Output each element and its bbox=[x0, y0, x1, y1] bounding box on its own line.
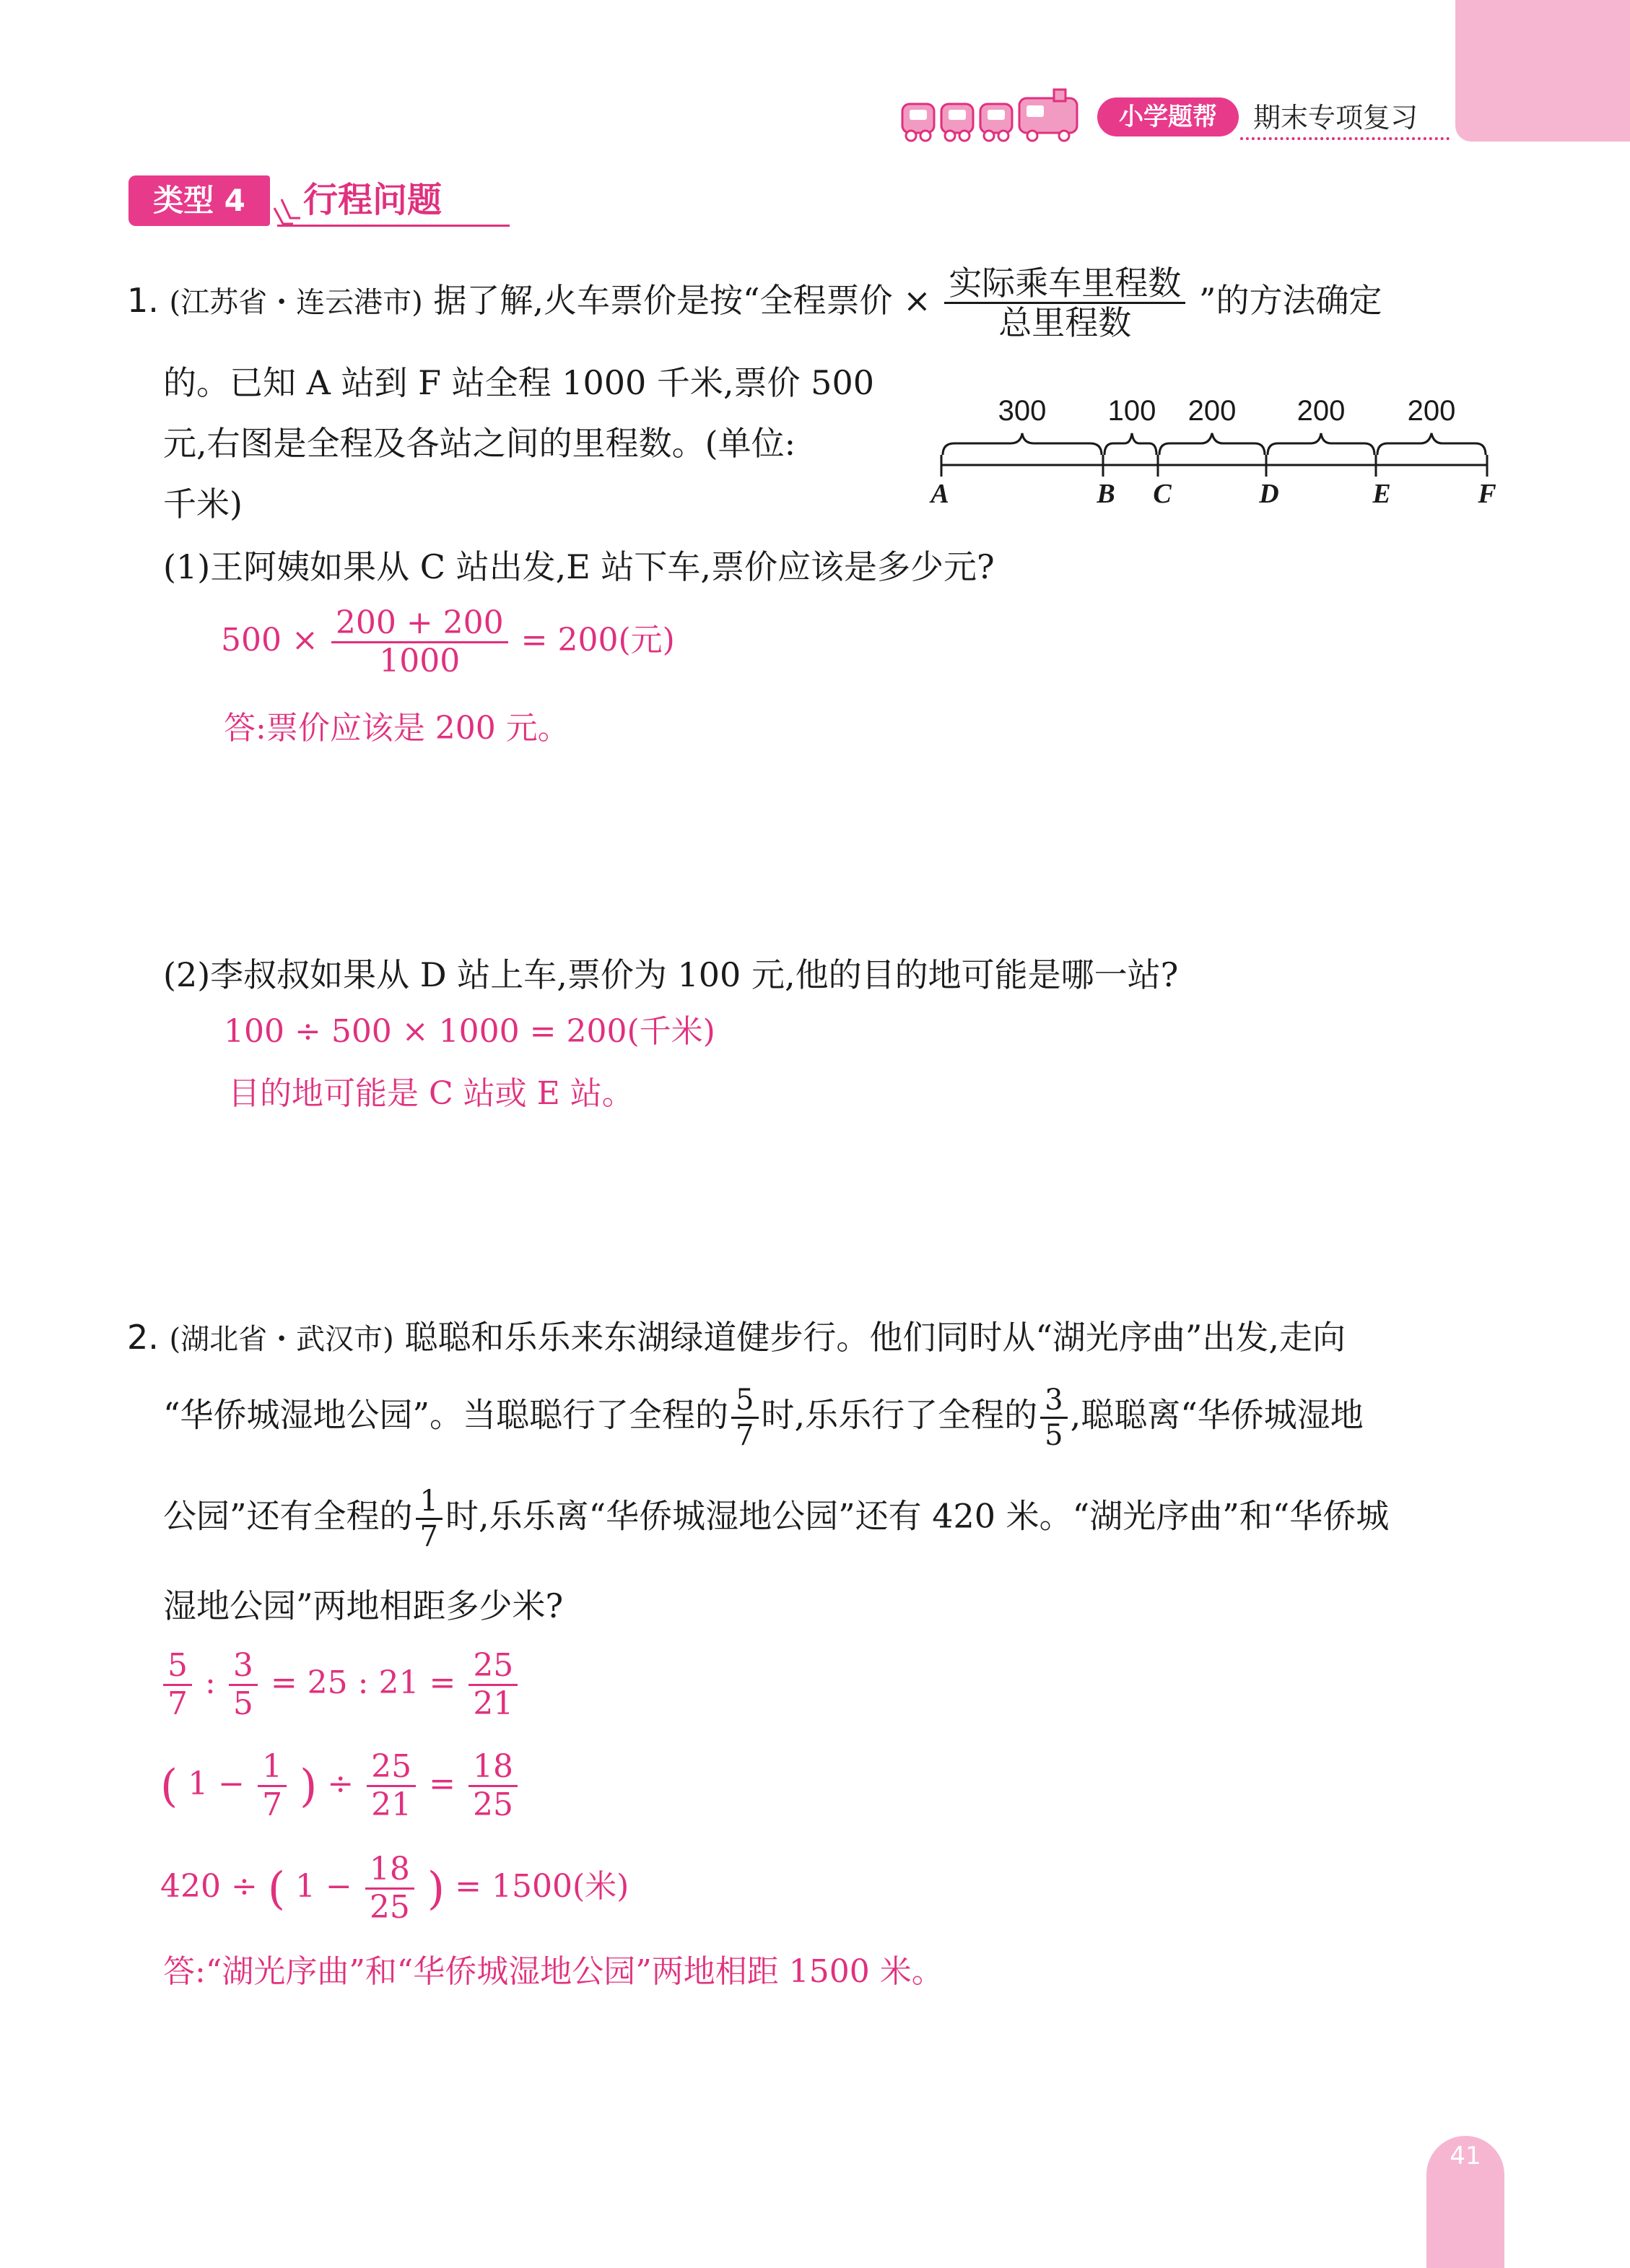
q2-line2-c: ,聪聪离“华侨城湿地 bbox=[1070, 1395, 1364, 1435]
segment-label-EF: 200 bbox=[1407, 395, 1456, 427]
q1-text-line-3: 千米) bbox=[163, 485, 243, 523]
q2-line4: 湿地公园”两地相距多少米? bbox=[163, 1586, 564, 1625]
q1-first-line bbox=[127, 266, 1382, 341]
q1-intro-b: ”的方法确定 bbox=[1198, 280, 1382, 320]
q2-step3-open-paren: ( bbox=[267, 1861, 286, 1915]
q1-text-line-2: 元,右图是全程及各站之间的里程数。(单位: bbox=[163, 424, 796, 463]
q2-step2-a-num: 1 bbox=[258, 1750, 287, 1787]
station-D: D bbox=[1259, 479, 1279, 509]
q2-step3-a-num: 18 bbox=[365, 1853, 414, 1890]
train-icon bbox=[898, 88, 1086, 146]
segment-label-CD: 200 bbox=[1187, 395, 1237, 427]
q2-fraction-5-7 bbox=[731, 1385, 758, 1451]
q1-source: (江苏省・连云港市) bbox=[169, 285, 423, 319]
q1-text-line-1: 的。已知 A 站到 F 站全程 1000 千米,票价 500 bbox=[163, 363, 874, 402]
q2-fraction-1-7-den: 7 bbox=[419, 1520, 438, 1553]
q2-step2-b-num: 25 bbox=[367, 1750, 416, 1787]
section-badge: 类型 4 bbox=[128, 175, 270, 226]
q1-part2-answer: 目的地可能是 C 站或 E 站。 bbox=[228, 1075, 634, 1112]
q2-step1-a-num: 5 bbox=[163, 1649, 192, 1686]
station-E: E bbox=[1372, 479, 1391, 509]
q2-fraction-3-5-den: 5 bbox=[1045, 1419, 1063, 1452]
q2-line2-b: 时,乐乐行了全程的 bbox=[761, 1395, 1038, 1435]
q2-step2-frac-b bbox=[367, 1750, 416, 1822]
q2-fraction-3-5-num: 3 bbox=[1040, 1385, 1067, 1419]
brand-badge: 小学题帮 bbox=[1097, 97, 1239, 136]
section-underline bbox=[277, 225, 510, 227]
header-title: 期末专项复习 bbox=[1253, 102, 1418, 134]
q2-answer: 答:“湖光序曲”和“华侨城湿地公园”两地相距 1500 米。 bbox=[163, 1953, 943, 1990]
q2-step1-b-den: 5 bbox=[232, 1685, 253, 1723]
q2-step3-a-den: 25 bbox=[369, 1889, 410, 1926]
q1-part1-calc-num: 200 + 200 bbox=[331, 607, 508, 643]
q2-step2-c-num: 18 bbox=[468, 1750, 518, 1787]
q2-first-line bbox=[127, 1316, 1346, 1361]
q2-step3-lead: 420 ÷ bbox=[160, 1868, 258, 1906]
q2-fraction-3-5 bbox=[1040, 1385, 1067, 1451]
q1-part1-calc-lead: 500 × bbox=[221, 622, 318, 659]
q2-fraction-1-7 bbox=[416, 1486, 443, 1552]
q2-step1-colon: : bbox=[205, 1664, 216, 1702]
station-B: B bbox=[1097, 479, 1115, 509]
q1-part1-calculation bbox=[221, 604, 675, 680]
q1-number: 1. bbox=[127, 280, 159, 320]
q2-line3-b: 时,乐乐离“华侨城湿地公园”还有 420 米。“湖光序曲”和“华侨城 bbox=[445, 1496, 1390, 1536]
q2-step2-open-paren: ( bbox=[160, 1759, 178, 1812]
q2-step1 bbox=[160, 1649, 520, 1721]
q2-fraction-1-7-num: 1 bbox=[416, 1486, 443, 1520]
q2-step2-close-paren: ) bbox=[300, 1759, 318, 1812]
q2-step1-frac-c bbox=[468, 1649, 518, 1721]
q2-step1-c-num: 25 bbox=[468, 1649, 518, 1686]
q1-part1-calc-den: 1000 bbox=[379, 643, 461, 680]
q1-part2-question: (2)李叔叔如果从 D 站上车,票价为 100 元,他的目的地可能是哪一站? bbox=[163, 955, 1179, 994]
corner-tab bbox=[1455, 0, 1630, 142]
q2-step3-close-paren: ) bbox=[427, 1861, 445, 1915]
q2-number: 2. bbox=[127, 1318, 159, 1357]
q1-part1-calc-tail: = 200(元) bbox=[520, 622, 675, 659]
page-number: 41 bbox=[1450, 2142, 1481, 2171]
q2-step1-frac-b bbox=[229, 1649, 258, 1721]
section-title: 行程问题 bbox=[303, 180, 443, 220]
header-divider bbox=[1240, 137, 1450, 140]
segment-label-DE: 200 bbox=[1296, 395, 1346, 427]
distance-diagram bbox=[924, 383, 1509, 513]
brace-DE bbox=[1268, 433, 1374, 455]
q2-step2-c-den: 25 bbox=[473, 1786, 514, 1824]
brace-AB bbox=[943, 433, 1102, 455]
q2-step2-op: ÷ bbox=[327, 1765, 354, 1803]
q2-step2 bbox=[160, 1750, 520, 1822]
brace-EF bbox=[1377, 433, 1486, 455]
q2-step2-eq: = bbox=[429, 1765, 456, 1803]
station-A: A bbox=[931, 479, 949, 509]
q1-part1-calc-fraction bbox=[331, 604, 508, 680]
q2-step3 bbox=[160, 1853, 629, 1924]
q2-line2-a: “华侨城湿地公园”。当聪聪行了全程的 bbox=[163, 1395, 729, 1435]
q2-step3-tail: = 1500(米) bbox=[455, 1868, 629, 1906]
q1-part1-answer: 答:票价应该是 200 元。 bbox=[224, 710, 570, 747]
q2-step1-a-den: 7 bbox=[167, 1685, 188, 1723]
q2-fraction-5-7-num: 5 bbox=[731, 1385, 758, 1419]
q2-step3-frac bbox=[365, 1853, 414, 1924]
q2-step1-mid: = 25 : 21 = bbox=[270, 1664, 456, 1702]
station-C: C bbox=[1153, 479, 1172, 509]
q1-intro-a: 据了解,火车票价是按“全程票价 × bbox=[433, 280, 931, 320]
chevron-decoration-icon bbox=[271, 194, 303, 227]
brace-CD bbox=[1159, 433, 1265, 455]
q2-step2-frac-a bbox=[258, 1750, 287, 1822]
q2-step2-b-den: 21 bbox=[371, 1786, 412, 1824]
q2-line3 bbox=[163, 1486, 1389, 1552]
segment-label-BC: 100 bbox=[1107, 395, 1156, 427]
q1-formula-fraction bbox=[944, 266, 1185, 341]
q2-line3-a: 公园”还有全程的 bbox=[163, 1496, 413, 1536]
q2-step2-lead: 1 − bbox=[188, 1765, 245, 1803]
q1-formula-numerator: 实际乘车里程数 bbox=[944, 266, 1185, 304]
q1-part2-calculation: 100 ÷ 500 × 1000 = 200(千米) bbox=[224, 1013, 715, 1050]
segment-label-AB: 300 bbox=[998, 395, 1047, 427]
q2-step1-frac-a bbox=[163, 1649, 192, 1721]
q2-fraction-5-7-den: 7 bbox=[736, 1419, 754, 1452]
q1-formula-denominator: 总里程数 bbox=[998, 303, 1132, 343]
q2-step1-c-den: 21 bbox=[473, 1685, 514, 1723]
q2-step2-frac-c bbox=[468, 1750, 518, 1822]
q2-line2 bbox=[163, 1385, 1364, 1451]
q2-source: (湖北省・武汉市) bbox=[169, 1323, 394, 1356]
q2-step1-b-num: 3 bbox=[229, 1649, 258, 1686]
q1-part1-question: (1)王阿姨如果从 C 站出发,E 站下车,票价应该是多少元? bbox=[163, 547, 995, 586]
q2-step3-inner: 1 − bbox=[295, 1868, 352, 1906]
q2-step2-a-den: 7 bbox=[262, 1786, 283, 1824]
q2-line1: 聪聪和乐乐来东湖绿道健步行。他们同时从“湖光序曲”出发,走向 bbox=[404, 1318, 1346, 1357]
brace-BC bbox=[1104, 433, 1156, 455]
station-F: F bbox=[1478, 479, 1496, 509]
